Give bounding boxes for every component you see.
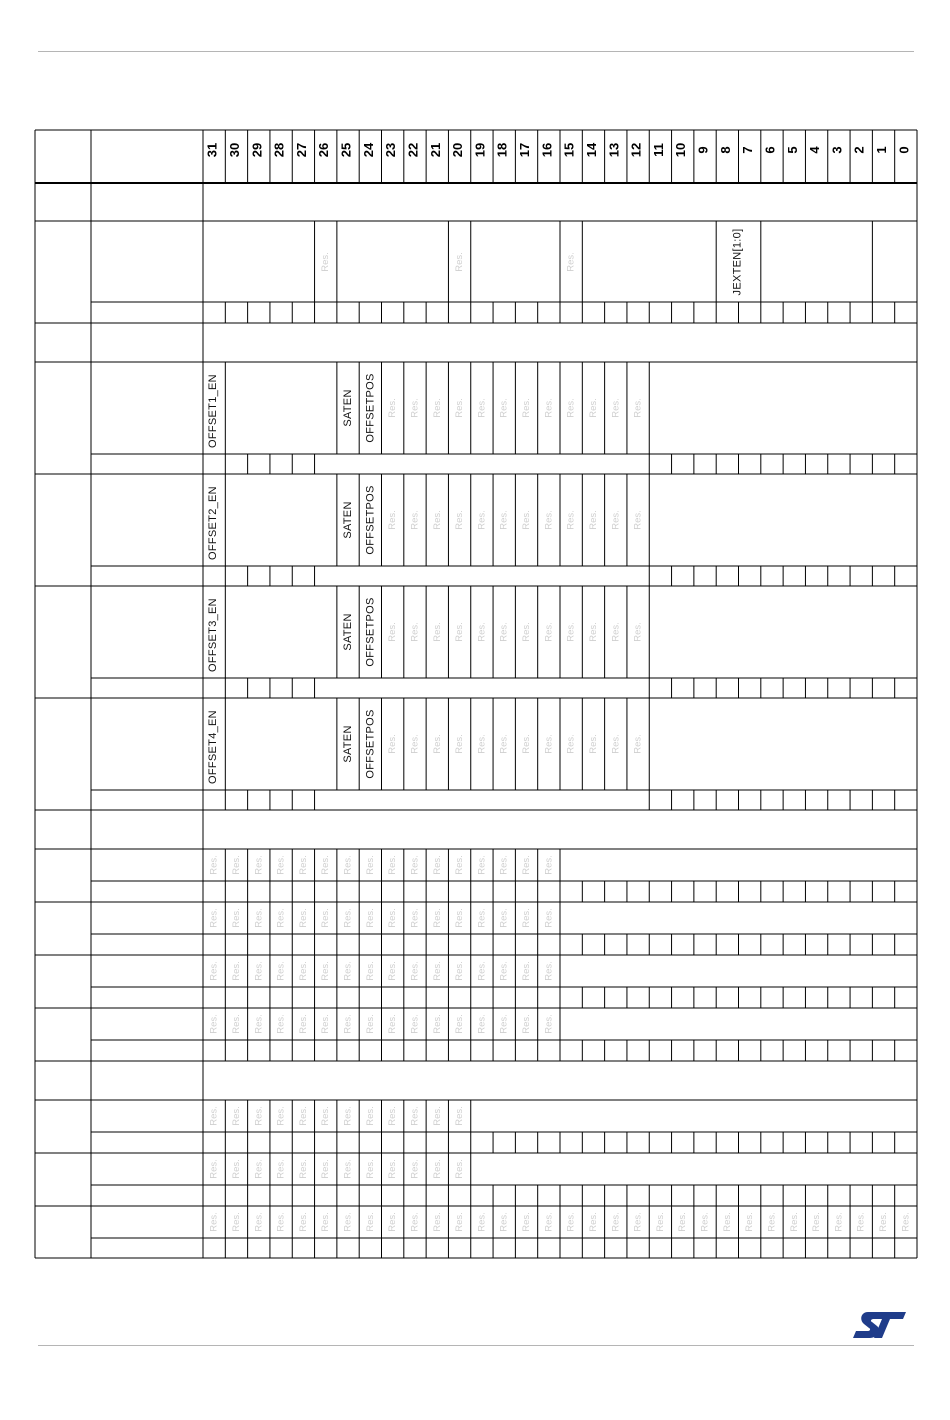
reserved-cell: Res. <box>431 398 443 418</box>
reserved-cell: Res. <box>454 252 466 272</box>
reserved-cell: Res. <box>387 1106 399 1126</box>
reserved-cell: Res. <box>543 398 555 418</box>
reserved-cell: Res. <box>431 908 443 928</box>
reserved-cell: Res. <box>454 908 466 928</box>
bit-header-4: 4 <box>807 146 823 154</box>
reserved-cell: Res. <box>342 961 354 981</box>
reserved-cell: Res. <box>387 622 399 642</box>
reserved-cell: Res. <box>454 1014 466 1034</box>
reserved-cell: Res. <box>275 1212 287 1232</box>
reserved-cell: Res. <box>297 1159 309 1179</box>
reserved-cell: Res. <box>878 1212 890 1232</box>
reserved-cell: Res. <box>208 1159 220 1179</box>
reserved-cell: Res. <box>320 252 332 272</box>
reserved-cell: Res. <box>454 1159 466 1179</box>
reserved-cell: Res. <box>476 510 488 530</box>
reserved-cell: Res. <box>587 734 599 754</box>
reserved-cell: Res. <box>431 622 443 642</box>
st-logo <box>850 1308 910 1342</box>
saten-field: SATEN <box>342 501 355 539</box>
reserved-cell: Res. <box>521 622 533 642</box>
reserved-cell: Res. <box>409 510 421 530</box>
reserved-cell: Res. <box>431 1159 443 1179</box>
reserved-cell: Res. <box>253 1014 265 1034</box>
reserved-cell: Res. <box>320 908 332 928</box>
reserved-cell: Res. <box>565 1212 577 1232</box>
bit-header-23: 23 <box>383 142 399 158</box>
reserved-cell: Res. <box>454 734 466 754</box>
reserved-cell: Res. <box>275 1014 287 1034</box>
reserved-cell: Res. <box>364 855 376 875</box>
reserved-cell: Res. <box>476 961 488 981</box>
reserved-cell: Res. <box>431 734 443 754</box>
reserved-cell: Res. <box>297 1106 309 1126</box>
bit-header-28: 28 <box>271 142 287 158</box>
bit-header-24: 24 <box>360 142 376 158</box>
reserved-cell: Res. <box>521 1014 533 1034</box>
reserved-cell: Res. <box>275 1159 287 1179</box>
bit-header-20: 20 <box>450 142 466 158</box>
reserved-cell: Res. <box>476 908 488 928</box>
reserved-cell: Res. <box>543 510 555 530</box>
reserved-cell: Res. <box>297 1212 309 1232</box>
reserved-cell: Res. <box>320 1106 332 1126</box>
bit-header-26: 26 <box>316 142 332 158</box>
reserved-cell: Res. <box>587 510 599 530</box>
bit-header-18: 18 <box>494 142 510 158</box>
reserved-cell: Res. <box>454 1212 466 1232</box>
reserved-cell: Res. <box>230 961 242 981</box>
jexten-field: JEXTEN[1:0] <box>731 228 744 296</box>
reserved-cell: Res. <box>208 961 220 981</box>
reserved-cell: Res. <box>342 908 354 928</box>
bit-header-10: 10 <box>673 142 689 158</box>
bit-header-19: 19 <box>472 142 488 158</box>
reserved-cell: Res. <box>320 961 332 981</box>
reserved-cell: Res. <box>744 1212 756 1232</box>
reserved-cell: Res. <box>431 510 443 530</box>
reserved-cell: Res. <box>409 1106 421 1126</box>
reserved-cell: Res. <box>476 734 488 754</box>
reserved-cell: Res. <box>476 622 488 642</box>
reserved-cell: Res. <box>320 1014 332 1034</box>
reserved-cell: Res. <box>699 1212 711 1232</box>
reserved-cell: Res. <box>632 398 644 418</box>
reserved-cell: Res. <box>610 734 622 754</box>
reserved-cell: Res. <box>498 1014 510 1034</box>
reserved-cell: Res. <box>632 510 644 530</box>
reserved-cell: Res. <box>409 1014 421 1034</box>
reserved-cell: Res. <box>454 398 466 418</box>
reserved-cell: Res. <box>811 1212 823 1232</box>
reserved-cell: Res. <box>253 1212 265 1232</box>
reserved-cell: Res. <box>610 510 622 530</box>
reserved-cell: Res. <box>253 1159 265 1179</box>
reserved-cell: Res. <box>632 1212 644 1232</box>
reserved-cell: Res. <box>320 855 332 875</box>
bit-header-29: 29 <box>249 142 265 158</box>
reserved-cell: Res. <box>387 1159 399 1179</box>
reserved-cell: Res. <box>409 398 421 418</box>
reserved-cell: Res. <box>364 1159 376 1179</box>
reserved-cell: Res. <box>543 622 555 642</box>
reserved-cell: Res. <box>498 510 510 530</box>
reserved-cell: Res. <box>543 908 555 928</box>
reserved-cell: Res. <box>431 1014 443 1034</box>
reserved-cell: Res. <box>253 908 265 928</box>
reserved-cell: Res. <box>521 961 533 981</box>
reserved-cell: Res. <box>320 1159 332 1179</box>
reserved-cell: Res. <box>342 855 354 875</box>
reserved-cell: Res. <box>253 961 265 981</box>
reserved-cell: Res. <box>409 908 421 928</box>
reserved-cell: Res. <box>342 1014 354 1034</box>
reserved-cell: Res. <box>253 1106 265 1126</box>
reserved-cell: Res. <box>565 398 577 418</box>
offsetpos-field: OFFSETPOS <box>364 373 377 443</box>
reserved-cell: Res. <box>208 855 220 875</box>
reserved-cell: Res. <box>364 908 376 928</box>
bit-header-12: 12 <box>628 142 644 158</box>
reserved-cell: Res. <box>543 1014 555 1034</box>
reserved-cell: Res. <box>587 398 599 418</box>
reserved-cell: Res. <box>565 734 577 754</box>
reserved-cell: Res. <box>476 398 488 418</box>
offsetpos-field: OFFSETPOS <box>364 709 377 779</box>
reserved-cell: Res. <box>900 1212 912 1232</box>
reserved-cell: Res. <box>364 961 376 981</box>
bit-header-1: 1 <box>874 146 890 154</box>
offset-enable-field: OFFSET4_EN <box>207 710 220 784</box>
reserved-cell: Res. <box>409 961 421 981</box>
reserved-cell: Res. <box>498 734 510 754</box>
reserved-cell: Res. <box>387 855 399 875</box>
reserved-cell: Res. <box>387 908 399 928</box>
reserved-cell: Res. <box>521 510 533 530</box>
offset-enable-field: OFFSET1_EN <box>207 374 220 448</box>
bit-header-21: 21 <box>427 142 443 158</box>
bit-header-31: 31 <box>204 142 220 158</box>
bit-header-13: 13 <box>606 142 622 158</box>
reserved-cell: Res. <box>498 961 510 981</box>
bit-header-16: 16 <box>539 142 555 158</box>
reserved-cell: Res. <box>342 1212 354 1232</box>
reserved-cell: Res. <box>543 961 555 981</box>
reserved-cell: Res. <box>409 1212 421 1232</box>
reserved-cell: Res. <box>498 398 510 418</box>
reserved-cell: Res. <box>275 908 287 928</box>
reserved-cell: Res. <box>409 734 421 754</box>
reserved-cell: Res. <box>320 1212 332 1232</box>
reserved-cell: Res. <box>230 1212 242 1232</box>
reserved-cell: Res. <box>476 1014 488 1034</box>
reserved-cell: Res. <box>297 908 309 928</box>
reserved-cell: Res. <box>208 908 220 928</box>
reserved-cell: Res. <box>632 734 644 754</box>
reserved-cell: Res. <box>721 1212 733 1232</box>
reserved-cell: Res. <box>498 622 510 642</box>
reserved-cell: Res. <box>632 622 644 642</box>
offsetpos-field: OFFSETPOS <box>364 597 377 667</box>
reserved-cell: Res. <box>565 252 577 272</box>
reserved-cell: Res. <box>454 510 466 530</box>
reserved-cell: Res. <box>342 1159 354 1179</box>
reserved-cell: Res. <box>610 1212 622 1232</box>
bit-header-11: 11 <box>650 143 666 157</box>
reserved-cell: Res. <box>409 622 421 642</box>
reserved-cell: Res. <box>855 1212 867 1232</box>
reserved-cell: Res. <box>766 1212 778 1232</box>
reserved-cell: Res. <box>275 855 287 875</box>
reserved-cell: Res. <box>387 1014 399 1034</box>
reserved-cell: Res. <box>521 1212 533 1232</box>
reserved-cell: Res. <box>431 961 443 981</box>
reserved-cell: Res. <box>431 855 443 875</box>
bit-header-3: 3 <box>829 146 845 154</box>
bit-header-5: 5 <box>784 146 800 154</box>
reserved-cell: Res. <box>253 855 265 875</box>
reserved-cell: Res. <box>543 855 555 875</box>
reserved-cell: Res. <box>208 1014 220 1034</box>
bit-header-22: 22 <box>405 142 421 158</box>
bit-header-6: 6 <box>762 146 778 154</box>
reserved-cell: Res. <box>498 908 510 928</box>
saten-field: SATEN <box>342 725 355 763</box>
reserved-cell: Res. <box>208 1106 220 1126</box>
reserved-cell: Res. <box>476 855 488 875</box>
reserved-cell: Res. <box>498 855 510 875</box>
saten-field: SATEN <box>342 613 355 651</box>
reserved-cell: Res. <box>454 1106 466 1126</box>
bit-header-9: 9 <box>695 146 711 154</box>
reserved-cell: Res. <box>565 510 577 530</box>
bit-header-0: 0 <box>896 146 912 154</box>
reserved-cell: Res. <box>521 908 533 928</box>
reserved-cell: Res. <box>431 1212 443 1232</box>
bit-header-30: 30 <box>226 142 242 158</box>
reserved-cell: Res. <box>521 398 533 418</box>
reserved-cell: Res. <box>521 855 533 875</box>
reserved-cell: Res. <box>454 622 466 642</box>
reserved-cell: Res. <box>364 1106 376 1126</box>
reserved-cell: Res. <box>587 1212 599 1232</box>
bit-header-27: 27 <box>293 142 309 158</box>
bit-header-8: 8 <box>717 146 733 154</box>
bit-header-2: 2 <box>851 146 867 154</box>
reserved-cell: Res. <box>476 1212 488 1232</box>
reserved-cell: Res. <box>275 1106 287 1126</box>
reserved-cell: Res. <box>565 622 577 642</box>
reserved-cell: Res. <box>543 1212 555 1232</box>
reserved-cell: Res. <box>788 1212 800 1232</box>
bit-header-17: 17 <box>517 142 533 158</box>
reserved-cell: Res. <box>297 1014 309 1034</box>
reserved-cell: Res. <box>387 398 399 418</box>
saten-field: SATEN <box>342 389 355 427</box>
reserved-cell: Res. <box>543 734 555 754</box>
reserved-cell: Res. <box>364 1014 376 1034</box>
reserved-cell: Res. <box>454 961 466 981</box>
reserved-cell: Res. <box>230 1106 242 1126</box>
reserved-cell: Res. <box>521 734 533 754</box>
reserved-cell: Res. <box>431 1106 443 1126</box>
reserved-cell: Res. <box>364 1212 376 1232</box>
reserved-cell: Res. <box>230 855 242 875</box>
bit-header-14: 14 <box>583 142 599 158</box>
reserved-cell: Res. <box>297 855 309 875</box>
reserved-cell: Res. <box>587 622 599 642</box>
reserved-cell: Res. <box>409 855 421 875</box>
bit-header-7: 7 <box>740 146 756 154</box>
reserved-cell: Res. <box>297 961 309 981</box>
bit-header-15: 15 <box>561 142 577 158</box>
offset-enable-field: OFFSET3_EN <box>207 598 220 672</box>
reserved-cell: Res. <box>610 398 622 418</box>
reserved-cell: Res. <box>208 1212 220 1232</box>
reserved-cell: Res. <box>230 1159 242 1179</box>
reserved-cell: Res. <box>654 1212 666 1232</box>
offsetpos-field: OFFSETPOS <box>364 485 377 555</box>
reserved-cell: Res. <box>342 1106 354 1126</box>
reserved-cell: Res. <box>677 1212 689 1232</box>
bit-header-25: 25 <box>338 142 354 158</box>
reserved-cell: Res. <box>387 961 399 981</box>
offset-enable-field: OFFSET2_EN <box>207 486 220 560</box>
reserved-cell: Res. <box>275 961 287 981</box>
reserved-cell: Res. <box>230 908 242 928</box>
reserved-cell: Res. <box>833 1212 845 1232</box>
reserved-cell: Res. <box>498 1212 510 1232</box>
reserved-cell: Res. <box>387 734 399 754</box>
reserved-cell: Res. <box>230 1014 242 1034</box>
reserved-cell: Res. <box>610 622 622 642</box>
reserved-cell: Res. <box>409 1159 421 1179</box>
reserved-cell: Res. <box>387 1212 399 1232</box>
reserved-cell: Res. <box>454 855 466 875</box>
reserved-cell: Res. <box>387 510 399 530</box>
